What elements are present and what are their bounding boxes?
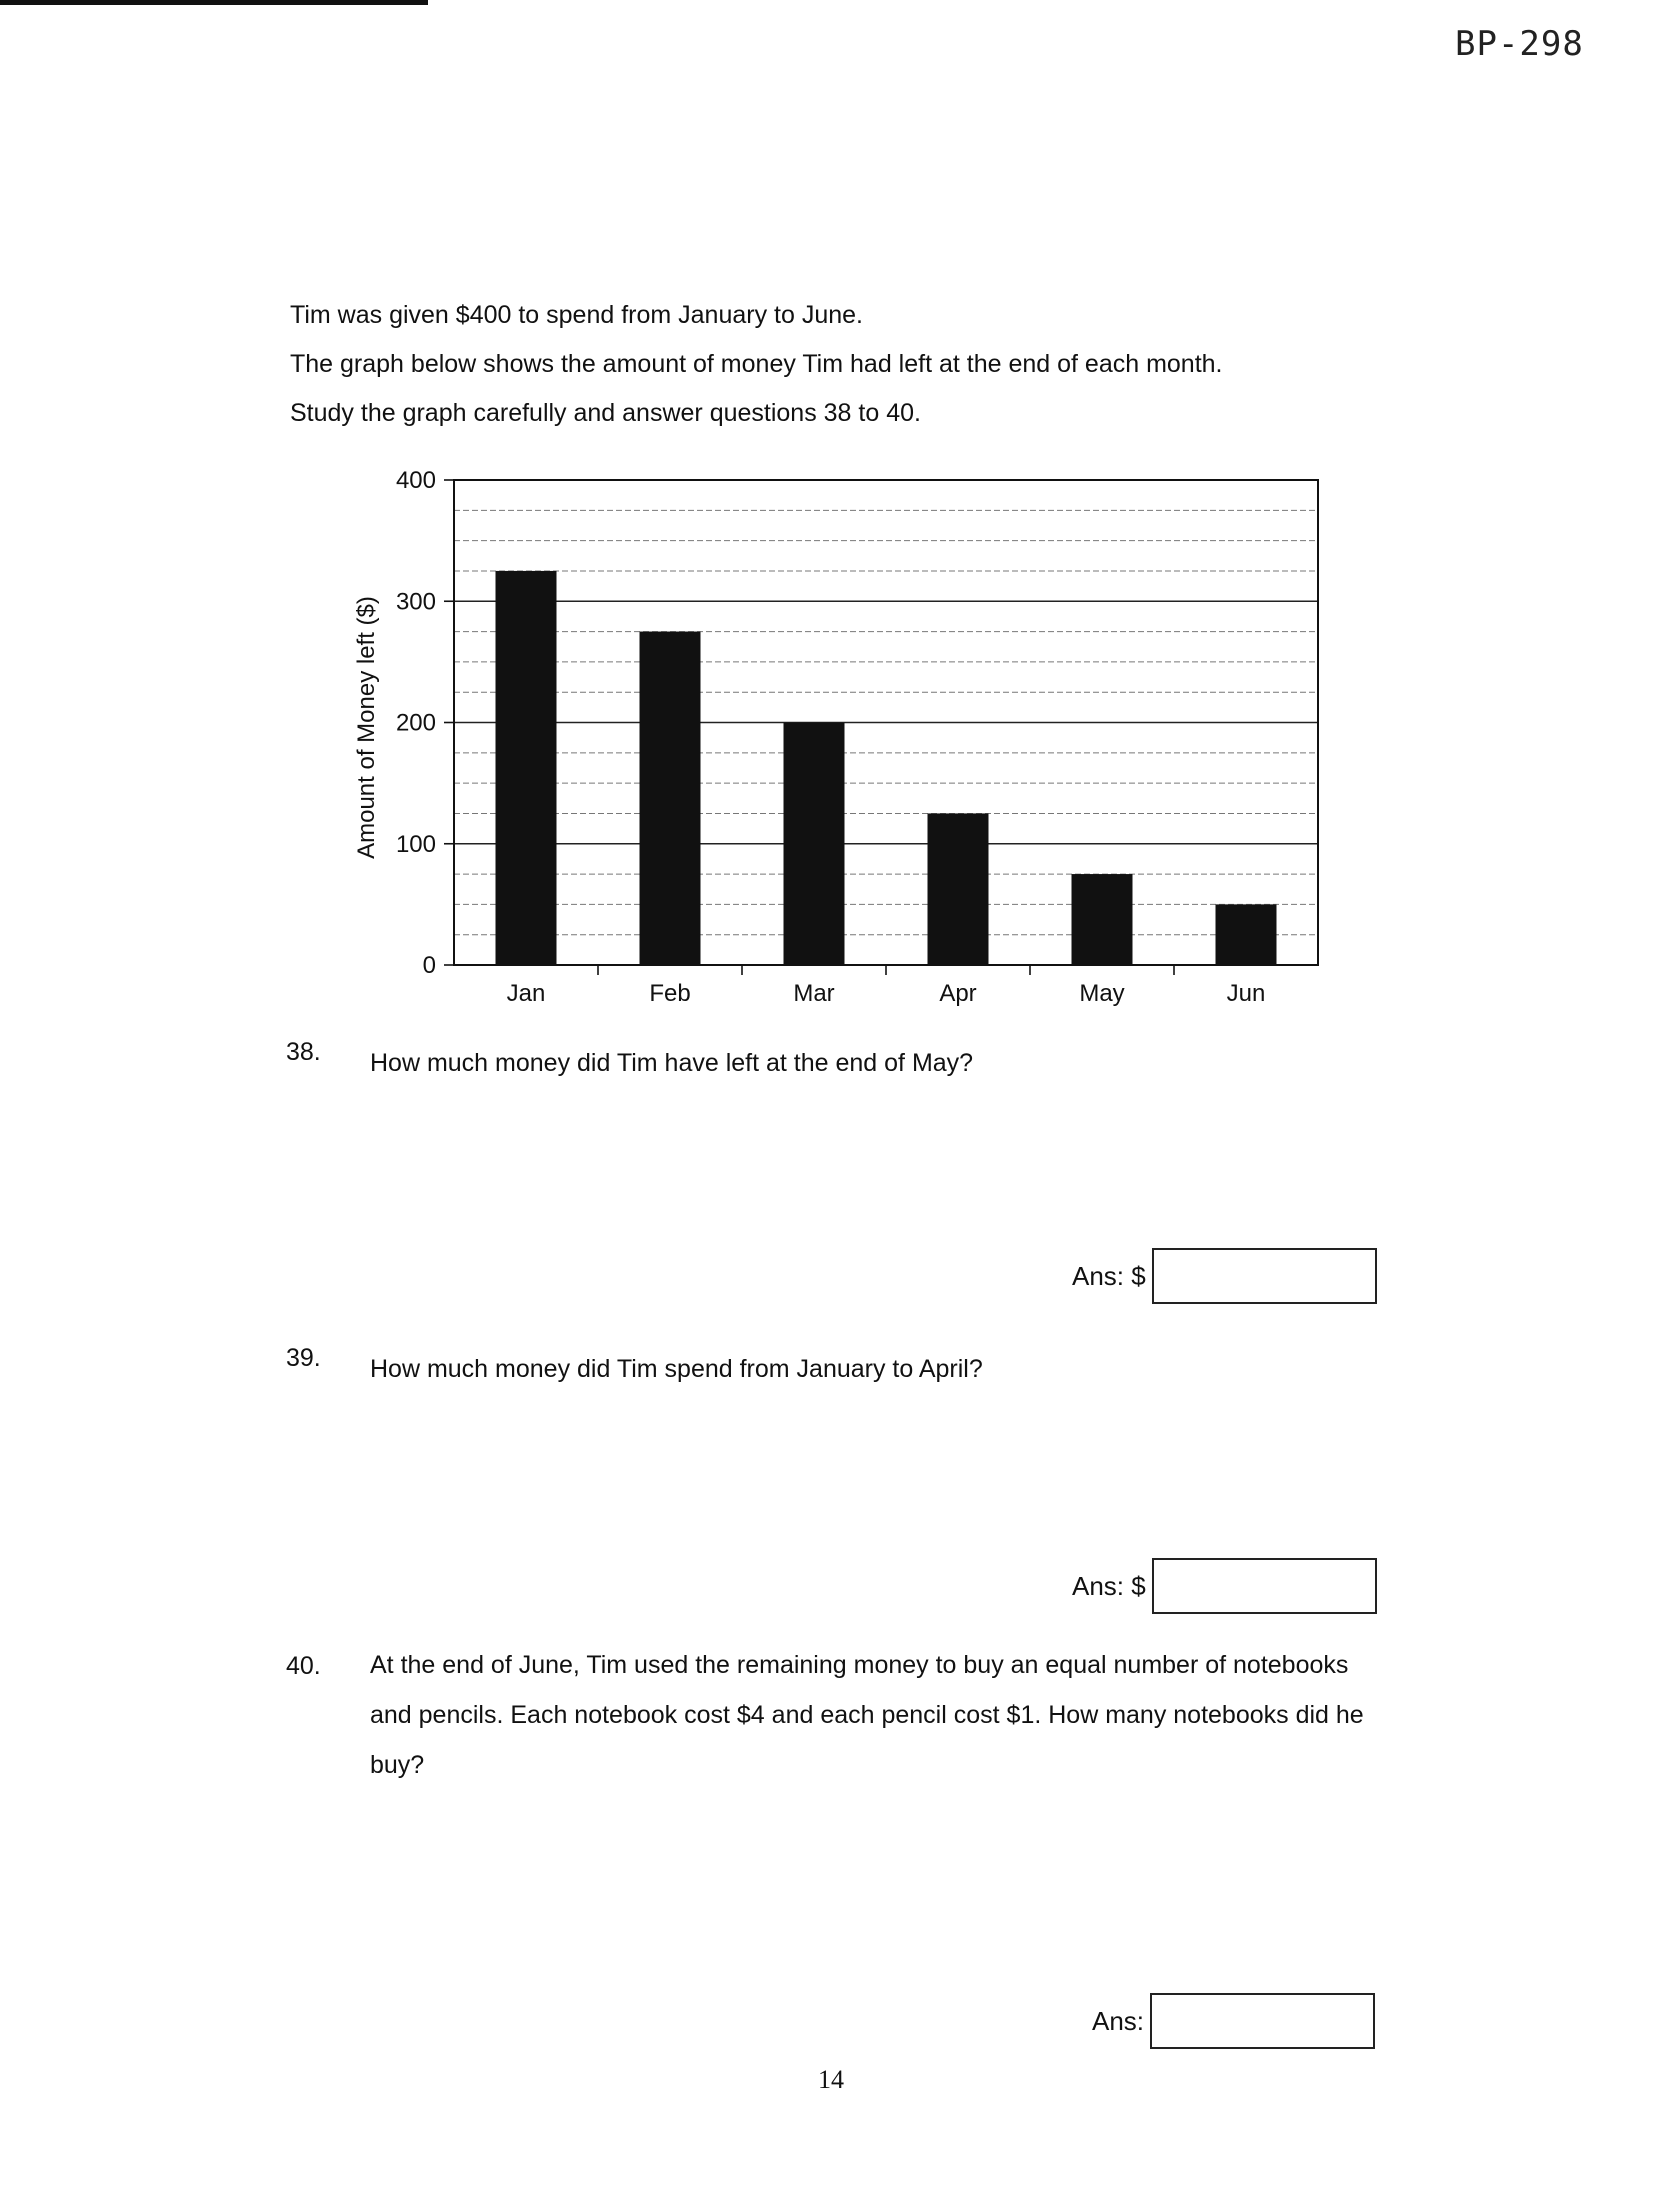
y-tick-label: 100	[395, 830, 436, 858]
intro-line-1: Tim was given $400 to spend from January to June.	[290, 301, 863, 329]
bar-apr	[928, 813, 989, 965]
answer-39	[1072, 1558, 1377, 1614]
answer-39-label: Ans: $	[1072, 1570, 1146, 1601]
y-tick-label: 0	[422, 952, 436, 979]
question-40-text: At the end of June, Tim used the remaining money to buy an equal number of notebooks and pencils. Each notebook cost $4 and each pencil cost $1. How many notebooks did he buy?	[370, 1651, 1364, 1779]
bar-mar	[784, 723, 845, 966]
bar-jun	[1216, 904, 1277, 965]
y-axis-title: Amount of Money left ($)	[353, 596, 380, 859]
answer-40	[1092, 1993, 1375, 2049]
question-38-number: 38.	[286, 1038, 321, 1066]
y-tick-label: 400	[395, 467, 436, 494]
answer-39-box[interactable]	[1152, 1558, 1377, 1614]
intro-line-2: The graph below shows the amount of money Tim had left at the end of each month.	[290, 350, 1223, 378]
question-39-number: 39.	[286, 1344, 321, 1372]
x-tick-label: Jan	[506, 980, 546, 1007]
x-tick-label: Feb	[649, 980, 691, 1007]
answer-38	[1072, 1248, 1377, 1304]
bar-jan	[496, 571, 557, 965]
question-38-text: How much money did Tim have left at the end of May?	[370, 1049, 974, 1077]
x-tick-label: Apr	[939, 980, 977, 1007]
question-40-number: 40.	[286, 1652, 321, 1680]
bar-chart	[330, 460, 1350, 1020]
x-tick-label: Mar	[793, 980, 835, 1007]
intro-line-3: Study the graph carefully and answer questions 38 to 40.	[290, 399, 921, 427]
answer-38-label: Ans: $	[1072, 1260, 1146, 1291]
x-tick-label: Jun	[1226, 980, 1266, 1007]
document-code: BP-298	[1455, 24, 1584, 64]
page-number: 14	[818, 2065, 844, 2094]
bar-feb	[640, 632, 701, 965]
top-edge-bar	[0, 0, 428, 5]
answer-38-box[interactable]	[1152, 1248, 1377, 1304]
x-tick-label: May	[1079, 980, 1125, 1007]
question-39-text: How much money did Tim spend from January to April?	[370, 1355, 983, 1383]
bar-may	[1072, 874, 1133, 965]
y-tick-label: 300	[395, 588, 436, 616]
answer-40-label: Ans:	[1092, 2005, 1145, 2036]
answer-40-box[interactable]	[1150, 1993, 1375, 2049]
y-tick-label: 200	[395, 709, 436, 737]
